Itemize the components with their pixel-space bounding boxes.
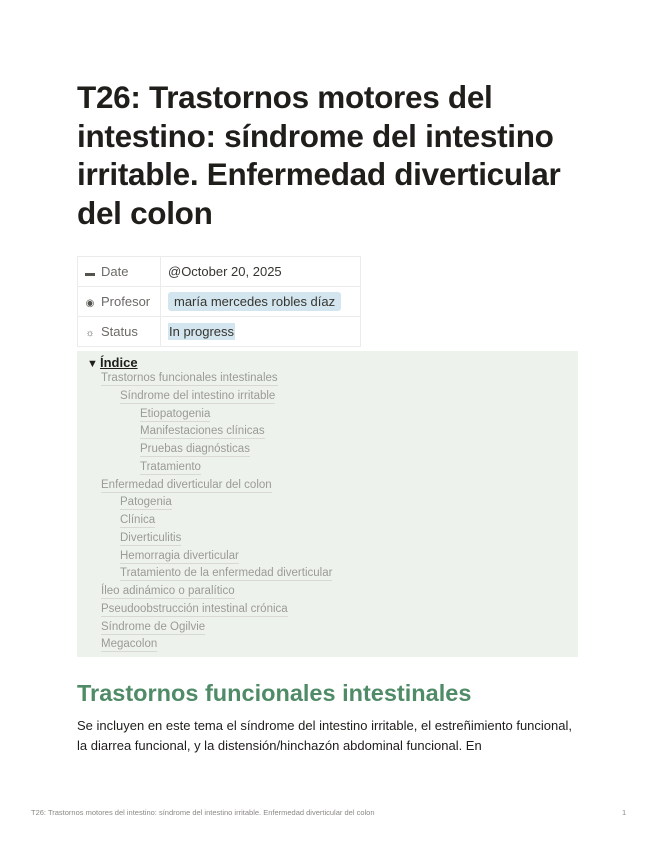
table-of-contents: [77, 351, 578, 657]
toc-item[interactable]: Trastornos funcionales intestinales: [101, 372, 278, 384]
property-value-profesor[interactable]: [161, 287, 361, 317]
toc-item[interactable]: Enfermedad diverticular del colon: [101, 478, 272, 491]
toc-item[interactable]: Íleo adinámico o paralítico: [101, 585, 235, 597]
property-value-date[interactable]: [161, 257, 361, 287]
toc-item[interactable]: Tratamiento: [140, 460, 201, 473]
toc-item[interactable]: Pruebas diagnósticas: [140, 443, 250, 455]
property-row-profesor[interactable]: [78, 287, 361, 317]
toc-heading: Índice: [100, 355, 138, 370]
page-title: T26: Trastornos motores del intestino: síndrome del intestino irritable. Enfermedad diverticular del colon: [77, 79, 561, 231]
property-name-profesor: [78, 287, 161, 317]
toc-item[interactable]: Megacolon: [101, 638, 158, 651]
section-paragraph: Se incluyen en este tema el síndrome del intestino irritable, el estreñimiento funcional, la diarrea funcional, y la distensión/hinchazón abdominal funcional. En: [77, 718, 572, 753]
footer-title: T26: Trastornos motores del intestino: síndrome del intestino irritable. Enfermedad diverticular del colon: [31, 808, 375, 817]
status-icon: ☼: [85, 328, 95, 339]
toc-item[interactable]: Pseudoobstrucción intestinal crónica: [101, 602, 288, 615]
toc-item[interactable]: Tratamiento de la enfermedad diverticular: [120, 567, 333, 580]
person-icon: ◉: [85, 298, 95, 309]
toc-item[interactable]: Hemorragia diverticular: [120, 549, 239, 562]
property-row-status[interactable]: [78, 317, 361, 347]
property-label: Status: [101, 324, 138, 339]
property-row-date[interactable]: [78, 257, 361, 287]
property-label: Date: [101, 264, 129, 279]
profesor-chip[interactable]: maría mercedes robles díaz: [168, 292, 341, 311]
triangle-down-icon: ▼: [87, 358, 98, 370]
property-name-date: [78, 257, 161, 287]
date-value[interactable]: @October 20, 2025: [168, 264, 282, 279]
property-label: Profesor: [101, 294, 151, 309]
property-name-status: [78, 317, 161, 347]
toc-item[interactable]: Patogenia: [120, 496, 172, 509]
page-number: 1: [622, 808, 627, 817]
toc-item[interactable]: Síndrome de Ogilvie: [101, 620, 206, 633]
status-badge[interactable]: In progress: [169, 324, 235, 339]
toc-item[interactable]: Manifestaciones clínicas: [140, 425, 265, 438]
toc-item[interactable]: Clínica: [120, 514, 156, 526]
properties-table: [77, 256, 361, 347]
toc-item[interactable]: Etiopatogenia: [140, 407, 211, 420]
property-value-status[interactable]: [161, 317, 361, 347]
toc-item[interactable]: Diverticulitis: [120, 531, 182, 544]
section-heading: Trastornos funcionales intestinales: [77, 680, 472, 706]
toc-toggle[interactable]: [87, 355, 138, 370]
toc-item[interactable]: Síndrome del intestino irritable: [120, 389, 276, 402]
calendar-icon: ▬: [85, 268, 95, 279]
